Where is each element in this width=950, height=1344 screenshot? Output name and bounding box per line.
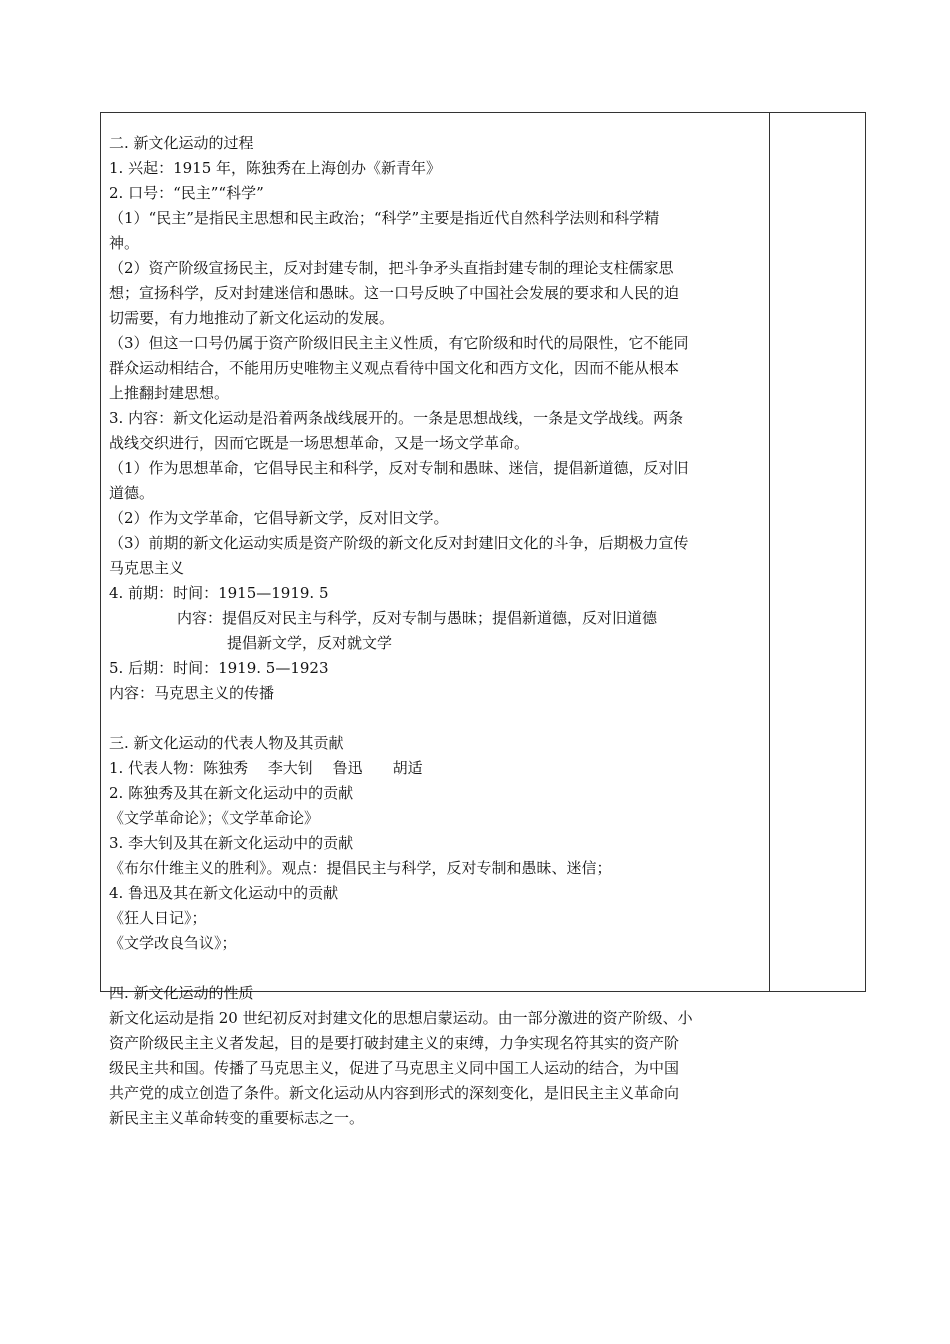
- text-line: （1）“民主”是指民主思想和民主政治；“科学”主要是指近代自然科学法则和科学精: [109, 209, 660, 227]
- text-line: 3. 内容：新文化运动是沿着两条战线展开的。一条是思想战线，一条是文学战线。两条: [109, 409, 684, 427]
- text-line: 内容：马克思主义的传播: [109, 684, 275, 702]
- text-line: 新文化运动是指 20 世纪初反对封建文化的思想启蒙运动。由一部分激进的资产阶级、小: [109, 1009, 693, 1027]
- text-line: 2. 口号：“民主”“科学”: [109, 184, 264, 202]
- text-line: （2）资产阶级宣扬民主，反对封建专制，把斗争矛头直指封建专制的理论支柱儒家思: [109, 259, 674, 277]
- text-line: 道德。: [109, 484, 155, 502]
- text-line: 《布尔什维主义的胜利》。观点：提倡民主与科学，反对专制和愚昧、迷信；: [109, 859, 612, 877]
- text-line: 切需要，有力地推动了新文化运动的发展。: [109, 309, 395, 327]
- text-line: 1. 代表人物：陈独秀 李大钊 鲁迅 胡适: [109, 759, 423, 777]
- text-line: 4. 鲁迅及其在新文化运动中的贡献: [109, 884, 339, 902]
- section-heading: 二. 新文化运动的过程: [109, 134, 254, 152]
- text-line: 《文学改良刍议》；: [109, 934, 237, 952]
- text-line: 《文学革命论》；《文学革命论》: [109, 809, 320, 827]
- main-cell: [109, 131, 761, 1131]
- text-line: 内容：提倡反对民主与科学，反对专制与愚昧；提倡新道德，反对旧道德: [177, 609, 658, 627]
- text-line: 5. 后期：时间：1919. 5—1923: [109, 659, 329, 677]
- text-line: 共产党的成立创造了条件。新文化运动从内容到形式的深刻变化，是旧民主主义革命向: [109, 1084, 680, 1102]
- text-line: 级民主共和国。传播了马克思主义，促进了马克思主义同中国工人运动的结合，为中国: [109, 1059, 680, 1077]
- text-line: 《狂人日记》；: [109, 909, 207, 927]
- text-line: 新民主主义革命转变的重要标志之一。: [109, 1109, 365, 1127]
- text-line: 神。: [109, 234, 140, 252]
- text-line: 资产阶级民主主义者发起，目的是要打破封建主义的束缚，力争实现名符其实的资产阶: [109, 1034, 680, 1052]
- text-line: 战线交织进行，因而它既是一场思想革命，又是一场文学革命。: [109, 434, 530, 452]
- column-divider: [769, 113, 770, 991]
- text-line: （3）但这一口号仍属于资产阶级旧民主主义性质，有它阶级和时代的局限性，它不能同: [109, 334, 689, 352]
- content-table: [100, 112, 866, 1127]
- spacer: [109, 706, 761, 731]
- text-line: 1. 兴起：1915 年，陈独秀在上海创办《新青年》: [109, 159, 442, 177]
- text-line: （3）前期的新文化运动实质是资产阶级的新文化反对封建旧文化的斗争，后期极力宣传: [109, 534, 689, 552]
- text-line: （1）作为思想革命，它倡导民主和科学，反对专制和愚昧、迷信，提倡新道德，反对旧: [109, 459, 689, 477]
- section-heading: 三. 新文化运动的代表人物及其贡献: [109, 734, 344, 752]
- spacer: [109, 956, 761, 981]
- text-line: 群众运动相结合，不能用历史唯物主义观点看待中国文化和西方文化，因而不能从根本: [109, 359, 680, 377]
- section-heading: 四. 新文化运动的性质: [109, 984, 254, 1002]
- text-line: 提倡新文学，反对就文学: [227, 634, 393, 652]
- text-line: （2）作为文学革命，它倡导新文学，反对旧文学。: [109, 509, 449, 527]
- text-line: 马克思主义: [109, 559, 185, 577]
- text-line: 3. 李大钊及其在新文化运动中的贡献: [109, 834, 354, 852]
- text-line: 上推翻封建思想。: [109, 384, 230, 402]
- text-line: 2. 陈独秀及其在新文化运动中的贡献: [109, 784, 354, 802]
- text-line: 4. 前期：时间：1915—1919. 5: [109, 584, 329, 602]
- text-line: 想；宣扬科学，反对封建迷信和愚昧。这一口号反映了中国社会发展的要求和人民的迫: [109, 284, 680, 302]
